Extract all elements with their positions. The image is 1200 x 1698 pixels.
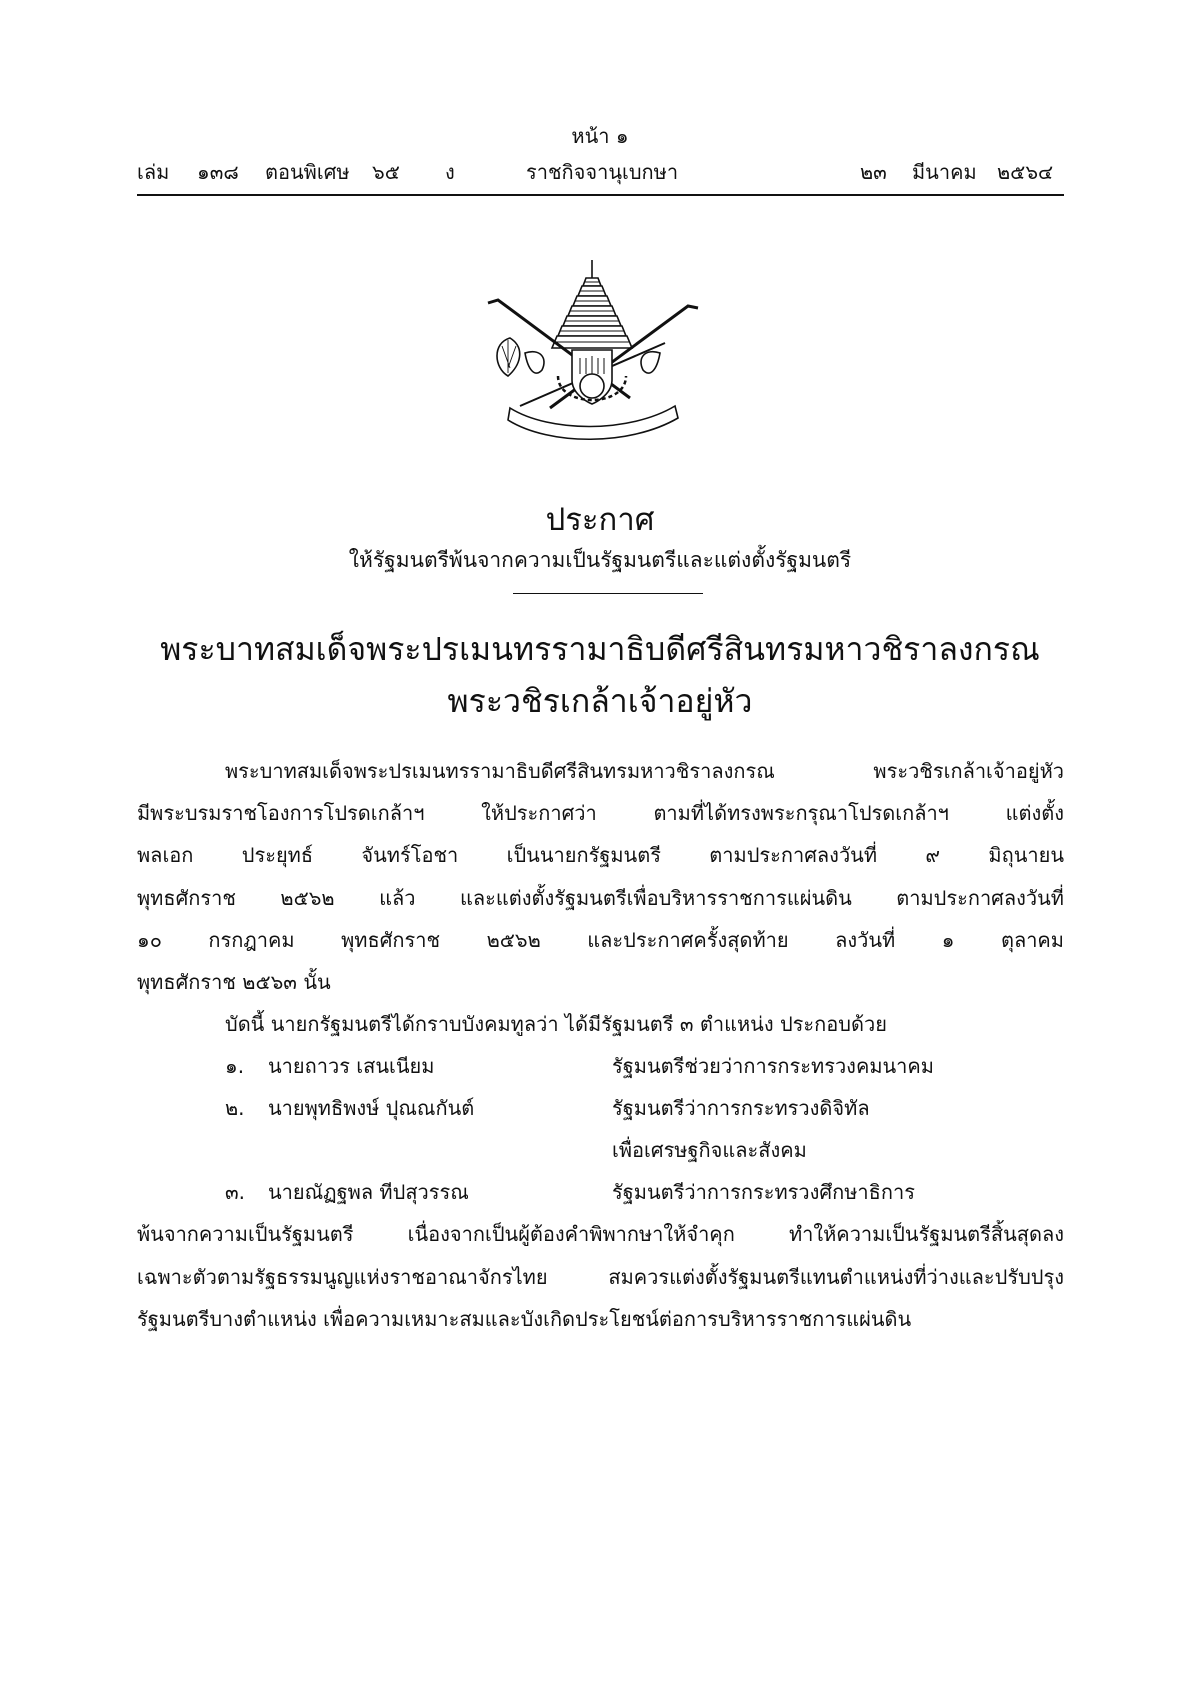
minister-position: รัฐมนตรีว่าการกระทรวงดิจิทัล — [612, 1096, 870, 1120]
volume-number: ๑๓๘ — [197, 160, 239, 184]
minister-position-cont: เพื่อเศรษฐกิจและสังคม — [612, 1138, 807, 1162]
paragraph-2-line: พ้นจากความเป็นรัฐมนตรี เนื่องจากเป็นผู้ต้องคำพิพากษาให้จำคุก ทำให้ความเป็นรัฐมนตรีสิ้นสุดลง — [137, 1222, 1064, 1246]
royal-emblem-icon — [480, 258, 705, 448]
minister-number: ๓. — [225, 1180, 246, 1204]
announcement-title: ประกาศ — [545, 502, 655, 538]
publication-name: ราชกิจจานุเบกษา — [526, 160, 679, 184]
king-name-line-2: พระวชิรเกล้าเจ้าอยู่หัว — [447, 682, 753, 720]
minister-number: ๒. — [225, 1096, 245, 1120]
minister-position: รัฐมนตรีว่าการกระทรวงศึกษาธิการ — [612, 1180, 915, 1204]
paragraph-1-line: ๑๐ กรกฎาคม พุทธศักราช ๒๕๖๒ และประกาศครั้งสุดท้าย ลงวันที่ ๑ ตุลาคม — [137, 928, 1064, 952]
minister-position: รัฐมนตรีช่วยว่าการกระทรวงคมนาคม — [612, 1054, 934, 1078]
king-name-line-1: พระบาทสมเด็จพระปรเมนทรรามาธิบดีศรีสินทรมหาวชิราลงกรณ — [160, 630, 1040, 668]
minister-name: นายถาวร เสนเนียม — [268, 1054, 435, 1078]
header-divider — [137, 194, 1064, 196]
paragraph-1-line: พลเอก ประยุทธ์ จันทร์โอชา เป็นนายกรัฐมนตรี ตามประกาศลงวันที่ ๙ มิถุนายน — [137, 843, 1064, 867]
paragraph-2-intro: บัดนี้ นายกรัฐมนตรีได้กราบบังคมทูลว่า ได้มีรัฐมนตรี ๓ ตำแหน่ง ประกอบด้วย — [225, 1012, 887, 1036]
minister-number: ๑. — [225, 1054, 245, 1078]
section-number: ๖๕ — [372, 160, 400, 184]
date-day: ๒๓ — [860, 160, 887, 184]
date-month: มีนาคม — [912, 160, 977, 184]
paragraph-1-line: พุทธศักราช ๒๕๖๒ แล้ว และแต่งตั้งรัฐมนตรีเพื่อบริหารราชการแผ่นดิน ตามประกาศลงวันที่ — [137, 886, 1064, 910]
paragraph-2-line: รัฐมนตรีบางตำแหน่ง เพื่อความเหมาะสมและบังเกิดประโยชน์ต่อการบริหารราชการแผ่นดิน — [137, 1307, 912, 1331]
paragraph-1-line: พุทธศักราช ๒๕๖๓ นั้น — [137, 970, 331, 994]
minister-name: นายณัฏฐพล ทีปสุวรรณ — [268, 1180, 469, 1204]
minister-name: นายพุทธิพงษ์ ปุณณกันต์ — [268, 1096, 475, 1120]
paragraph-1-line: พระบาทสมเด็จพระปรเมนทรรามาธิบดีศรีสินทรมหาวชิราลงกรณ พระวชิรเกล้าเจ้าอยู่หัว — [225, 759, 1064, 783]
page-number: หน้า ๑ — [571, 124, 629, 148]
date-year: ๒๕๖๔ — [997, 160, 1054, 184]
volume-label: เล่ม — [137, 160, 170, 184]
announcement-subtitle: ให้รัฐมนตรีพ้นจากความเป็นรัฐมนตรีและแต่งตั้งรัฐมนตรี — [348, 548, 852, 572]
paragraph-2-line: เฉพาะตัวตามรัฐธรรมนูญแห่งราชอาณาจักรไทย สมควรแต่งตั้งรัฐมนตรีแทนตำแหน่งที่ว่างและปรับปรุง — [137, 1265, 1064, 1289]
section-letter: ง — [445, 160, 455, 184]
section-label: ตอนพิเศษ — [265, 160, 350, 184]
title-divider — [513, 593, 703, 594]
paragraph-1-line: มีพระบรมราชโองการโปรดเกล้าฯ ให้ประกาศว่า ตามที่ได้ทรงพระกรุณาโปรดเกล้าฯ แต่งตั้ง — [137, 801, 1064, 825]
